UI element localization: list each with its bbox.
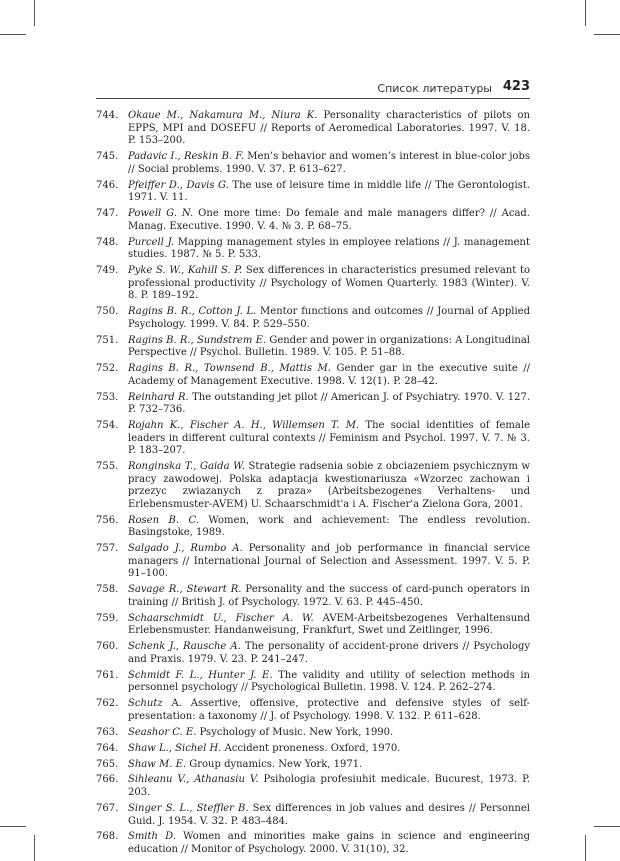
reference-text: The validity and utility of selection methods in personnel psychology // Psychological Bulletin. 1998. V. 124. P. 262–274. xyxy=(128,669,530,694)
crop-mark xyxy=(34,835,35,861)
reference-item xyxy=(96,543,530,581)
reference-number: 759. xyxy=(96,612,119,624)
reference-text: Accident proneness. Oxford, 1970. xyxy=(221,742,401,754)
reference-authors: Purcell J. xyxy=(128,236,175,248)
reference-number: 758. xyxy=(96,584,119,596)
reference-item xyxy=(96,335,530,360)
reference-item xyxy=(96,727,530,740)
reference-item xyxy=(96,265,530,303)
reference-number: 746. xyxy=(96,179,119,191)
reference-item xyxy=(96,670,530,695)
reference-item xyxy=(96,180,530,205)
reference-number: 761. xyxy=(96,669,119,681)
reference-number: 755. xyxy=(96,461,119,473)
reference-item xyxy=(96,803,530,828)
reference-authors: Okaue M., Nakamura M., Niura K. xyxy=(128,110,318,121)
reference-number: 757. xyxy=(96,543,119,555)
reference-text: One more time: Do female and male managers differ? // Acad. Manag. Executive. 1990. V. 4. № 3. P. 68–75. xyxy=(128,208,530,232)
reference-number: 744. xyxy=(96,110,119,121)
reference-number: 754. xyxy=(96,420,119,432)
reference-text: Psychology of Music. New York, 1990. xyxy=(196,726,394,738)
page-number: 423 xyxy=(502,79,530,94)
reference-item xyxy=(96,306,530,331)
reference-number: 745. xyxy=(96,151,119,163)
reference-authors: Sihleanu V., Athanasiu V. xyxy=(128,774,259,786)
reference-text: Mapping management styles in employee relations // J. management studies. 1987. № 5. P. 533. xyxy=(128,236,530,261)
reference-authors: Schaarschmidt U., Fischer A. W. xyxy=(128,612,314,624)
reference-item xyxy=(96,461,530,511)
reference-number: 766. xyxy=(96,774,119,786)
reference-item xyxy=(96,151,530,176)
reference-number: 762. xyxy=(96,698,119,710)
reference-item xyxy=(96,831,530,856)
crop-mark xyxy=(34,0,35,26)
reference-number: 748. xyxy=(96,236,119,248)
reference-authors: Shaw L., Sichel H. xyxy=(128,742,222,754)
reference-text: The outstanding jet pilot // American J. of Psychiatry. 1970. V. 127. P. 732–736. xyxy=(128,391,530,416)
reference-authors: Schenk J., Rausche A. xyxy=(128,641,241,653)
reference-number: 751. xyxy=(96,334,119,346)
reference-authors: Salgado J., Rumbo A. xyxy=(128,543,243,555)
reference-authors: Pyke S. W., Kahill S. P. xyxy=(128,265,243,277)
reference-item xyxy=(96,641,530,666)
reference-text: Personality characteristics of pilots on EPPS, MPI and DOSEFU // Reports of Aeromedical Laboratories. 1997. V. 18. P. 153–200. xyxy=(128,110,531,147)
reference-text: Men’s behavior and women’s interest in blue-color jobs // Social problems. 1990. V. 37. P. 613–627. xyxy=(128,151,530,175)
reference-text: Women, work and achievement: The endless revolution. Basingstoke, 1989. xyxy=(128,514,530,539)
reference-text: Gender gar in the executive suite // Academy of Management Executive. 1998. V. 12(1). P. 28–42. xyxy=(128,363,530,387)
crop-mark xyxy=(0,34,26,35)
reference-authors: Ragins B. R., Cotton J. L. xyxy=(128,306,257,318)
reference-authors: Reinhard R. xyxy=(128,391,189,403)
reference-text: The use of leisure time in middle life // The Gerontologist. 1971. V. 11. xyxy=(128,179,531,204)
reference-item xyxy=(96,743,530,756)
reference-number: 768. xyxy=(96,831,119,843)
reference-item xyxy=(96,774,530,799)
reference-item xyxy=(96,613,530,638)
reference-number: 760. xyxy=(96,641,119,653)
reference-number: 747. xyxy=(96,208,119,220)
reference-authors: Shaw M. E. xyxy=(128,758,187,770)
reference-text: The personality of accident-prone drivers // Psychology and Praxis. 1979. V. 23. P. 241–247. xyxy=(128,641,531,665)
reference-authors: Pfeiffer D., Davis G. xyxy=(128,179,229,191)
reference-item xyxy=(96,420,530,458)
header-rule xyxy=(96,98,530,99)
reference-text: Group dynamics. New York, 1971. xyxy=(186,758,363,770)
header-title: Список литературы xyxy=(377,82,492,95)
reference-authors: Padavic I., Reskin B. F. xyxy=(128,151,244,163)
reference-authors: Smith D. xyxy=(128,831,176,843)
reference-text: Mentor functions and outcomes // Journal of Applied Psychology. 1999. V. 84. P. 529–550. xyxy=(128,306,531,330)
crop-mark xyxy=(594,826,620,827)
reference-item xyxy=(96,515,530,540)
reference-authors: Singer S. L., Steffler B. xyxy=(128,802,249,814)
reference-item xyxy=(96,363,530,388)
reference-authors: Seashor C. E. xyxy=(128,726,197,738)
reference-text: AVEM-Arbeitsbezogenes Verhaltensund Erlebensmuster. Handanweisung, Frankfurt, Swet und Zeitlinger, 1996. xyxy=(128,612,530,637)
reference-text: Sex differences in job values and desires // Personnel Guid. J. 1954. V. 32. P. 483–484. xyxy=(128,802,530,827)
reference-number: 765. xyxy=(96,758,119,770)
reference-authors: Powell G. N. xyxy=(128,208,194,220)
reference-item xyxy=(96,392,530,417)
reference-number: 767. xyxy=(96,802,119,814)
reference-item xyxy=(96,759,530,772)
reference-text: Psihologia profesiuhit medicale. Bucurest, 1973. P. 203. xyxy=(128,774,530,799)
reference-number: 763. xyxy=(96,726,119,738)
reference-item xyxy=(96,110,530,148)
reference-authors: Schutz xyxy=(128,698,163,710)
running-header xyxy=(96,76,530,100)
reference-text: Personality and the success of card-punch operators in training // British J. of Psychology. 1972. V. 63. P. 445–450. xyxy=(128,584,530,608)
reference-text: Strategie radsenia sobie z obciazeniem psychicznym w pracy zawodowej. Polska adaptacja kwestionariusza «Wzorzec zachowan i przezyc zwiazanych z praza» (Arbeitsbezogenes Verhaltens- und Erlebensmuster-AVEM) U. Schaarschmidt'a i A. Fischer'a Zielona Gora, 2001. xyxy=(128,461,530,510)
reference-authors: Ronginska T., Gaida W. xyxy=(128,461,245,473)
crop-mark xyxy=(0,826,26,827)
crop-mark xyxy=(585,0,586,26)
reference-number: 753. xyxy=(96,391,119,403)
reference-item xyxy=(96,584,530,609)
crop-mark xyxy=(594,34,620,35)
reference-authors: Ragins B. R., Townsend B., Mattis M. xyxy=(128,363,331,375)
reference-number: 749. xyxy=(96,265,119,277)
reference-number: 750. xyxy=(96,306,119,318)
reference-text: A. Assertive, offensive, protective and defensive styles of self-presentation: a taxonomy // J. of Psychology. 1998. V. 132. P. 611–628. xyxy=(128,698,530,722)
reference-item xyxy=(96,698,530,723)
reference-authors: Rojahn K., Fischer A. H., Willemsen T. M. xyxy=(128,420,360,432)
reference-number: 764. xyxy=(96,742,119,754)
reference-number: 752. xyxy=(96,363,119,375)
reference-text: The social identities of female leaders in different cultural contexts // Feminism and Psychol. 1997. V. 7. № 3. P. 183–207. xyxy=(128,420,530,457)
reference-text: Sex differences in characteristics presumed relevant to professional productivity // Psychology of Women Quarterly. 1983 (Winter). V. 8. P. 189–192. xyxy=(128,265,530,302)
reference-list xyxy=(96,110,530,860)
reference-authors: Rosen B. C. xyxy=(128,514,199,526)
reference-number: 756. xyxy=(96,514,119,526)
reference-text: Gender and power in organizations: A Longitudinal Perspective // Psychol. Bulletin. 1989. V. 105. P. 51–88. xyxy=(128,334,530,359)
reference-text: Women and minorities make gains in science and engineering education // Monitor of Psychology. 2000. V. 31(10), 32. xyxy=(128,831,530,855)
reference-authors: Savage R., Stewart R. xyxy=(128,584,242,596)
crop-mark xyxy=(585,835,586,861)
reference-authors: Ragins B. R., Sundstrem E. xyxy=(128,334,267,346)
reference-item xyxy=(96,237,530,262)
reference-item xyxy=(96,208,530,233)
reference-authors: Schmidt F. L., Hunter J. E. xyxy=(128,669,273,681)
reference-text: Personality and job performance in financial service managers // International Journal of Selection and Assessment. 1997. V. 5. P. 91–100. xyxy=(128,543,530,580)
